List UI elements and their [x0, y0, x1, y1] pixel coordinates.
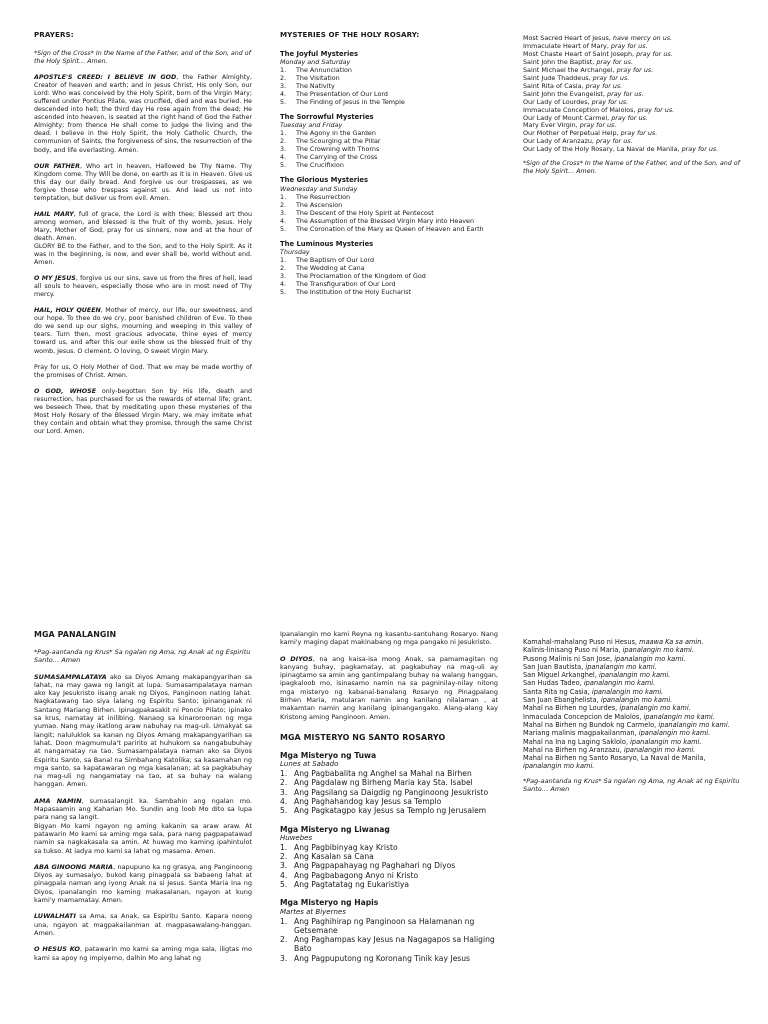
tagalog-litany-list [523, 638, 745, 771]
pag-aantanda-end: *Pag-aantanda ng Krus* Sa ngalan ng Ama, ng Anak at ng Espiritu Santo… Amen [523, 776, 740, 794]
mystery-label: Ang Pagkatagpo kay Jesus sa Templo ng Jerusalem [294, 806, 487, 816]
mystery-days: Tuesday and Friday [280, 121, 343, 130]
tagalog-page [0, 622, 768, 1024]
mystery-label: The Transfiguration of Our Lord [296, 279, 396, 288]
o-hesus-ko-body: , patawarin mo kami sa aming mga sala, iligtas mo kami sa apoy ng impiyerno, dalhin Mo ang lahat ng [34, 945, 252, 962]
mystery-item [280, 935, 498, 954]
mystery-item [280, 861, 498, 870]
mystery-number: 4. [280, 216, 287, 225]
litany-item [523, 721, 745, 729]
o-my-jesus [34, 275, 252, 299]
mystery-label: The Crowning with Thorns [296, 145, 380, 154]
mystery-item [280, 880, 498, 889]
mystery-label: The Nativity [296, 82, 335, 91]
litany-response: ipanalangin mo kami. [622, 646, 694, 655]
mystery-number: 4. [280, 153, 287, 162]
mystery-label: The Resurrection [296, 192, 351, 201]
ama-namin-lead: AMA NAMIN [34, 796, 82, 805]
mystery-number: 3. [280, 208, 287, 217]
mystery-label: Ang Pagdalaw ng Birheng Maria kay Sta. Isabel [294, 778, 473, 788]
english-mysteries-column [280, 30, 498, 300]
mystery-item [280, 280, 498, 288]
mystery-title: The Luminous Mysteries [280, 239, 374, 248]
litany-item [523, 671, 745, 679]
aba-ginoong-maria-lead: ABA GINOONG MARIA [34, 862, 114, 871]
mystery-label: Ang Paghihirap ng Panginoon sa Halamanan ng Getsemane [294, 916, 475, 935]
mystery-label: The Descent of the Holy Spirit at Pentecost [296, 208, 434, 217]
mystery-number: 3. [280, 787, 288, 797]
mysteries-list [280, 50, 498, 296]
litany-response: pray for us. [637, 105, 675, 114]
litany-name: Mary Ever Virgin, [523, 121, 580, 130]
ipanalangin: Ipanalangin mo kami Reyna ng kasantu-santuhang Rosaryo. Nang kami'y maging dapat makinabang ng mga pangako ni Jesukristo. [280, 630, 498, 647]
litany-response: pray for us. [681, 145, 719, 154]
tagalog-mysteries-column [280, 630, 498, 967]
mystery-number: 1. [280, 192, 287, 201]
litany-name: Immaculate Conception of Malolos, [523, 105, 638, 114]
mystery-item [280, 954, 498, 963]
mystery-item [280, 145, 498, 153]
creed-lead: APOSTLE'S CREED: I BELIEVE IN GOD [34, 74, 177, 82]
litany-response: ipanalangin mo kami. [658, 720, 730, 729]
mystery-number: 4. [280, 279, 287, 288]
litany-response: ipanalangin mo kami. [614, 654, 686, 663]
mystery-label: Ang Kasalan sa Cana [294, 852, 374, 862]
mystery-items [280, 769, 498, 815]
mystery-days: Thursday [280, 247, 310, 256]
mystery-number: 2. [280, 137, 287, 146]
o-diyos-lead: O DIYOS [280, 654, 313, 663]
litany-name: Mahal na Birhen ng Lourdes, [523, 704, 620, 713]
mystery-item [280, 193, 498, 201]
mysteries-heading: MYSTERIES OF THE HOLY ROSARY: [280, 30, 420, 39]
litany-name: San Juan Ebanghelista, [523, 696, 601, 705]
o-my-jesus-body: , forgive us our sins, save us from the fires of hell, lead all souls to heaven, especially those who are in most need of Thy mercy. [34, 275, 252, 299]
mystery-number: 2. [280, 74, 287, 83]
mystery-label: Ang Paghampas kay Jesus na Nagagapos sa Haliging Bato [294, 935, 495, 954]
o-my-jesus-lead: O MY JESUS [34, 275, 76, 283]
english-prayers-column [34, 30, 252, 444]
litany-response: pray for us. [616, 65, 654, 74]
mystery-item [280, 82, 498, 90]
litany-name: Our Lady of Aranzazu, [523, 137, 596, 146]
sumasampalataya-lead: SUMASAMPALATAYA [34, 672, 107, 681]
mystery-title: Mga Misteryo ng Liwanag [280, 824, 390, 834]
mystery-item [280, 852, 498, 861]
litany-name: Kalinis-linisang Puso ni Maria, [523, 646, 623, 655]
mystery-label: The Institution of the Holy Eucharist [296, 287, 412, 296]
mystery-days: Huwebes [280, 833, 313, 842]
litany-name: Most Sacred Heart of Jesus, [523, 34, 613, 42]
mystery-item [280, 74, 498, 82]
mystery-label: The Ascension [296, 200, 343, 209]
mystery-label: Ang Paghahandog kay Jesus sa Templo [294, 797, 442, 807]
mystery-label: The Agony in the Garden [296, 129, 376, 138]
hail-holy-queen-body: , Mother of mercy, our life, our sweetness, and our hope. To thee do we cry, poor banished children of Eve. To thee do we send up our sighs, mourning and weeping in this valley of tears. Turn then, most gracious advocate, thine eyes of mercy toward us, and after this our exile show us the blessed fruit of thy womb, Jesus. O clement, O loving, O sweet Virgin Mary. [34, 307, 252, 355]
mystery-item [280, 90, 498, 98]
litany-name: Saint John the Baptist, [523, 57, 597, 66]
mystery-items [280, 917, 498, 963]
o-diyos [280, 655, 498, 721]
mystery-number: 3. [280, 271, 287, 280]
mystery-days: Martes at Biyernes [280, 907, 346, 916]
litany-name: Saint John the Evangelist, [523, 89, 608, 98]
mystery-items [280, 843, 498, 889]
mystery-item [280, 201, 498, 209]
mystery-title: The Sorrowful Mysteries [280, 113, 374, 122]
mystery-item [280, 288, 498, 296]
mystery-item [280, 806, 498, 815]
mystery-number: 4. [280, 90, 287, 99]
o-god-whose-body: only-begotten Son by His life, death and resurrection, has purchased for us the rewards of eternal life; grant, we beseech Thee, that by meditating upon these mysteries of the Most Holy Rosary of the Blessed Virgin Mary, we may imitate what they contain and obtain what they promise, through the same Christ our Lord. Amen. [34, 387, 252, 435]
mystery-item [280, 66, 498, 74]
litany-item [523, 713, 745, 721]
mystery-item [280, 225, 498, 233]
litany-name: Saint Michael the Archangel, [523, 65, 617, 74]
litany-item [523, 738, 745, 746]
litany-list [523, 35, 745, 154]
luwalhati-body: sa Ama, sa Anak, sa Espiritu Santo. Kapara noong una, ngayon at magpakailanman at magpasawalang-hanggan. Amen. [34, 912, 252, 937]
sumasampalataya [34, 673, 252, 789]
mystery-item [280, 264, 498, 272]
litany-item [523, 679, 745, 687]
litany-response: pray for us. [595, 137, 633, 146]
litany-name: Mahal na Birhen ng Bundok ng Carmelo, [523, 720, 659, 729]
litany-name: Santa Rita ng Casia, [523, 687, 592, 696]
mystery-number: 1. [280, 842, 288, 852]
mystery-number: 1. [280, 255, 287, 264]
mystery-item [280, 217, 498, 225]
mystery-item [280, 778, 498, 787]
english-litany-column [523, 35, 745, 184]
mystery-label: Ang Pagbabalita ng Anghel sa Mahal na Birhen [294, 769, 472, 779]
mystery-label: The Finding of Jesus in the Temple [296, 98, 405, 107]
litany-item [523, 646, 745, 654]
litany-response: ipanalangin mo kami. [585, 662, 657, 671]
litany-name: San Juan Bautista, [523, 662, 586, 671]
o-god-whose [34, 388, 252, 436]
mystery-items [280, 66, 498, 106]
litany-response: ipanalangin mo kami. [591, 687, 664, 696]
hail-mary-lead: HAIL MARY [34, 210, 74, 218]
mystery-items [280, 256, 498, 296]
mystery-number: 1. [280, 769, 288, 779]
tagalog-prayers-column [34, 630, 252, 970]
mystery-number: 3. [280, 861, 288, 871]
mystery-label: Ang Pagtatatag ng Eukaristiya [294, 880, 410, 890]
litany-response: pray for us. [591, 97, 629, 106]
litany-item [523, 746, 745, 754]
litany-response: pray for us. [610, 41, 648, 50]
mystery-number: 2. [280, 200, 287, 209]
litany-name: Our Lady of Mount Carmel, [523, 113, 612, 122]
mystery-number: 5. [280, 224, 287, 233]
hail-holy-queen [34, 307, 252, 355]
creed-body: , the Father Almighty, Creator of heaven and earth; and in Jesus Christ, His only Son, our Lord: Who was conceived by the Holy Spirit, born of the Virgin Mary; suffered under Pontius Pilate, was crucified, died and was buried. He descended into hell; the third day He rose again from the dead; He ascended into heaven, is seated at the right hand of God the Father Almighty; from thence He shall come to judge the living and the dead. I believe in the Holy Spirit, the Holy Catholic Church, the communion of Saints, the forgiveness of sins, the resurrection of the body, and life everlasting. Amen. [34, 74, 252, 154]
panalangin-heading: MGA PANALANGIN [34, 630, 117, 639]
our-father-body: , Who art in heaven, Hallowed be Thy Name. Thy Kingdom come. Thy Will be done, on earth as it is in Heaven. Give us this day our daily bread. And forgive us our trespasses, as we forgive those who trespass against us. And lead us not into temptation, but deliver us from evil. Amen. [34, 162, 253, 202]
litany-name: Mahal na Birhen ng Aranzazu, [523, 745, 624, 754]
litany-response: pray for us. [607, 89, 644, 98]
apostles-creed [34, 74, 252, 154]
prayers-heading: PRAYERS: [34, 30, 74, 39]
mystery-number: 5. [280, 98, 287, 107]
mystery-items [280, 129, 498, 169]
litany-response: ipanalangin mo kami. [619, 704, 691, 713]
litany-item [523, 655, 745, 663]
mystery-days: Lunes at Sabado [280, 760, 339, 769]
litany-name: San Miguel Arkanghel, [523, 671, 599, 680]
mystery-number: 5. [280, 806, 288, 816]
pag-aantanda: *Pag-aantanda ng Krus* Sa ngalan ng Ama, ng Anak at ng Espiritu Santo… Amen [34, 648, 251, 665]
mystery-item [280, 788, 498, 797]
hail-holy-queen-lead: HAIL, HOLY QUEEN [34, 307, 101, 315]
mystery-label: The Assumption of the Blessed Virgin Mary into Heaven [296, 216, 475, 225]
mystery-label: Ang Pagpuputong ng Koronang Tinik kay Jesus [294, 953, 471, 963]
mystery-number: 2. [280, 852, 288, 862]
mystery-number: 3. [280, 82, 287, 91]
mystery-item [280, 871, 498, 880]
mystery-item [280, 129, 498, 137]
ama-namin-rest: Bigyan Mo kami ngayon ng aming kakanin sa araw araw. At patawarin Mo kami sa aming mga sala, para nang pagpapatawad namin sa nagkakasala sa amin. At huwag mo kaming ipahintulot sa tukso. At iadya mo kami sa lahat ng masama. Amen. [34, 821, 252, 855]
o-diyos-body: , na ang kaisa-isa mong Anak, sa pamamagitan ng kanyang buhay, pagkamatay, at pagkabuhay na mag-uli ay ipinagtamo sa amin ang gantimpalang buhay na walang hanggan, ipagkaloob mo, isinasamo namin na sa pagninilay-nilay nitong mga misteryo ng kabanal-banalang Rosaryo ng Pinagpalang Birhen Maria, matularan namin ang kanilang nilalaman , at makamtan namin ang kanilang ipinangangako. Alang-alang kay Kristong aming Panginoon. Amen. [280, 654, 498, 721]
mystery-days: Monday and Saturday [280, 58, 351, 67]
mystery-label: The Baptism of Our Lord [296, 255, 375, 264]
mystery-label: Ang Pagbibinyag kay Kristo [294, 842, 398, 852]
mystery-label: The Carrying of the Cross [296, 153, 378, 162]
aba-ginoong-maria [34, 863, 252, 904]
tagalog-litany-column [523, 638, 745, 801]
litany-name: Mariang malinis magpakailanman, [523, 729, 639, 738]
litany-response: pray for us. [596, 57, 633, 66]
mystery-item [280, 161, 498, 169]
mystery-number: 5. [280, 287, 287, 296]
litany-name: Most Chaste Heart of Saint Joseph, [523, 49, 637, 58]
litany-name: Kamahal-mahalang Puso ni Hesus, [523, 638, 640, 646]
mystery-item [280, 153, 498, 161]
litany-response: ipanalangin mo kami. [598, 671, 671, 680]
mystery-item [280, 137, 498, 145]
misteryo-heading: MGA MISTERYO NG SANTO ROSARYO [280, 732, 446, 742]
litany-response: ipanalangin mo kami. [638, 729, 711, 738]
litany-response: pray for us. [579, 121, 617, 130]
litany-name: San Hudas Tadeo, [523, 679, 584, 688]
mystery-number: 2. [280, 778, 288, 788]
mystery-number: 1. [280, 66, 287, 75]
glory-be: GLORY BE to the Father, and to the Son, and to the Holy Spirit. As it was in the beginning, is now, and ever shall be, world without end. Amen. [34, 242, 252, 267]
sumasampalataya-body: ako sa Diyos Amang makapangyarihan sa lahat, na may gawa ng langit at lupa. Sumasampalataya naman ako kay Jesukristo iisang anak ng Diyos, Panginoon nating lahat. Nagkatawang tao siya lalang ng Espiritu Santo; ipinanganak ni Santang Mariang Birhen. Ipinagpakasakit ni Poncio Pilato; ipinako sa krus, namatay at inilibing. Nanaog sa kinaroroonan ng mga yumao. Nang may ikatlong araw nabuhay na mag-uli. Umakyat sa langit; naluluklok sa kanan ng Diyos Amang makapangyarihan sa lahat. Doon magmumula't paririto at huhukom sa nangabubuhay at nangamatay na tao. Sumasampalataya naman ako sa Diyos Espiritu Santo, sa Banal na Simbahang Katolika; sa kasamahan ng mga santo, sa kapatawaran ng mga kasalanan; at sa pagkabuhay na mag-uli ng nangamatay na tao, at sa buhay na walang hanggan. Amen. [34, 672, 252, 789]
litany-response: ipanalangin mo kami. [643, 712, 715, 721]
ama-namin-body: , sumasalangit ka. Sambahin ang ngalan mo. Mapasaamin ang Kaharian Mo. Sundin ang loob Mo dito sa lupa para nang sa langit. [34, 796, 252, 822]
litany-name: Saint Jude Thaddeus, [523, 73, 593, 82]
mystery-item [280, 917, 498, 936]
mystery-label: Ang Pagsilang sa Daigdig ng Panginoong Jesukristo [294, 787, 489, 797]
hail-mary [34, 211, 252, 267]
litany-response: pray for us. [592, 73, 630, 82]
luwalhati-lead: LUWALHATI [34, 912, 76, 921]
litany-response: ipanalangin mo kami. [630, 737, 702, 746]
litany-item [523, 146, 745, 154]
mystery-number: 4. [280, 797, 288, 807]
litany-response: pray for us. [620, 129, 658, 138]
mystery-number: 3. [280, 953, 288, 963]
litany-item [523, 638, 745, 646]
litany-name: Pusong Malinis ni San Jose, [523, 654, 615, 663]
mystery-number: 1. [280, 916, 288, 926]
mystery-number: 2. [280, 263, 287, 272]
mystery-label: Ang Pagbabagong Anyo ni Kristo [294, 870, 419, 880]
litany-name: Our Lady of Lourdes, [523, 97, 592, 106]
litany-item [523, 688, 745, 696]
aba-ginoong-maria-body: , napupuno ka ng grasya, ang Panginoong Diyos ay sumasaiyo, bukod kang pinagpala sa babaeng lahat at pinagpala naman ang iyong Anak na si Jesus. Santa Maria Ina ng Diyos, ipanalangin mo kaming makasalanan, ngayon at kung kami'y mamamatay. Amen. [34, 862, 252, 905]
mystery-item [280, 209, 498, 217]
pray-for-us: Pray for us, O Holy Mother of God. That we may be made worthy of the promises of Christ. Amen. [34, 363, 252, 379]
luwalhati [34, 912, 252, 937]
litany-name: Mahal na Birhen ng Santo Rosaryo, La Naval de Manila, [523, 754, 706, 763]
litany-response: ipanalangin mo kami. [583, 679, 656, 688]
litany-response: ipanalangin mo kami. [523, 762, 595, 771]
our-father-lead: OUR FATHER [34, 162, 80, 170]
mystery-title: The Glorious Mysteries [280, 176, 369, 185]
mystery-number: 2. [280, 935, 288, 945]
ama-namin [34, 797, 252, 855]
litany-response: pray for us. [636, 49, 673, 58]
mystery-number: 5. [280, 880, 288, 890]
litany-name: Saint Rita of Casia, [523, 81, 586, 90]
mystery-number: 5. [280, 161, 287, 170]
litany-name: Immaculate Heart of Mary, [523, 41, 611, 50]
sign-of-cross: *Sign of the Cross* In the Name of the Father, and of the Son, and of the Holy Spirit… Amen. [34, 50, 251, 66]
mystery-number: 1. [280, 129, 287, 138]
mystery-item [280, 256, 498, 264]
mystery-item [280, 797, 498, 806]
litany-response: pray for us. [585, 81, 623, 90]
litany-response: maawa Ka sa amin. [639, 638, 704, 646]
mystery-label: The Wedding at Cana [296, 263, 365, 272]
mystery-number: 3. [280, 145, 287, 154]
mystery-title: Mga Misteryo ng Tuwa [280, 750, 377, 760]
litany-response: ipanalangin mo kami. [623, 745, 696, 754]
mystery-label: Ang Pagpapahayag ng Paghahari ng Diyos [294, 861, 456, 871]
mystery-label: The Scourging at the Pillar [296, 137, 381, 146]
litany-response: ipanalangin mo kami. [600, 696, 673, 705]
mystery-title: The Joyful Mysteries [280, 50, 359, 58]
mystery-item [280, 98, 498, 106]
mystery-item [280, 843, 498, 852]
our-father [34, 163, 252, 203]
litany-response: have mercy on us. [612, 34, 673, 42]
o-hesus-ko [34, 945, 252, 962]
litany-item [523, 663, 745, 671]
mystery-label: The Proclamation of the Kingdom of God [296, 271, 426, 280]
mystery-item [280, 769, 498, 778]
mystery-title: Mga Misteryo ng Hapis [280, 898, 379, 908]
mystery-label: The Coronation of the Mary as Queen of Heaven and Earth [296, 224, 484, 233]
litany-item [523, 704, 745, 712]
mystery-days: Wednesday and Sunday [280, 184, 358, 193]
litany-item [523, 696, 745, 704]
mystery-number: 4. [280, 870, 288, 880]
mystery-label: The Crucifixion [296, 161, 344, 170]
misteryo-list [280, 751, 498, 963]
mystery-label: The Visitation [296, 74, 340, 83]
litany-item [523, 729, 745, 737]
litany-name: Mahal na Ina ng Laging Saklolo, [523, 737, 631, 746]
hail-mary-body: , full of grace, the Lord is with thee; Blessed art thou among women, and blessed is the fruit of thy womb, Jesus. Holy Mary, Mother of God, pray for us sinners, now and at the hour of death. Amen. [34, 210, 252, 242]
mystery-items [280, 193, 498, 233]
litany-name: Our Mother of Perpetual Help, [523, 129, 621, 138]
mystery-label: The Presentation of Our Lord [296, 90, 388, 99]
litany-name: Our Lady of the Holy Rosary, La Naval de Manila, [523, 145, 682, 154]
litany-item [523, 754, 745, 771]
mystery-label: The Annunciation [296, 66, 352, 75]
o-god-whose-lead: O GOD, WHOSE [34, 387, 96, 395]
sign-of-cross-end: *Sign of the Cross* In the Name of the Father, and of the Son, and of the Holy Spirit… Amen. [523, 160, 740, 176]
mystery-item [280, 272, 498, 280]
litany-name: Inmaculada Concepcion de Malolos, [523, 712, 644, 721]
litany-response: pray for us. [611, 113, 648, 122]
o-hesus-ko-lead: O HESUS KO [34, 945, 80, 954]
